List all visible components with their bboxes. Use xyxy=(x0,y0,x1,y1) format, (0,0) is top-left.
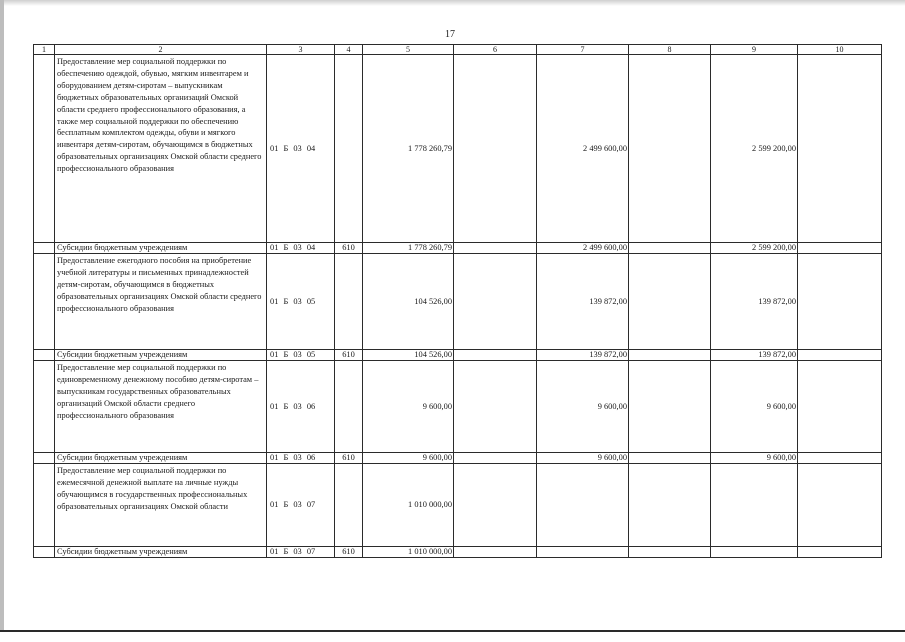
code-cell: 01 Б 03 04 xyxy=(267,55,335,243)
value-cell-col7: 9 600,00 xyxy=(537,361,629,453)
row-number-cell xyxy=(34,254,55,350)
value-cell-col10 xyxy=(798,243,882,254)
value-cell-col5: 1 778 260,79 xyxy=(363,243,454,254)
value-cell-col10 xyxy=(798,361,882,453)
value-cell-col6 xyxy=(454,453,537,464)
value-cell-col9: 9 600,00 xyxy=(711,361,798,453)
scan-edge-left xyxy=(0,0,4,640)
column-number-row xyxy=(34,45,882,55)
column-header: 9 xyxy=(711,45,798,55)
table-row xyxy=(34,243,882,254)
code-cell: 01 Б 03 06 xyxy=(267,361,335,453)
value-cell-col7: 139 872,00 xyxy=(537,254,629,350)
column-header: 1 xyxy=(34,45,55,55)
row-number-cell xyxy=(34,55,55,243)
code-cell: 01 Б 03 04 xyxy=(267,243,335,254)
value-cell-col6 xyxy=(454,464,537,547)
description-cell: Предоставление мер социальной поддержки по обеспечению одеждой, обувью, мягким инвентарем и оборудованием детям-сиротам – выпускникам бюджетных образовательных организаций Омской области среднего профессионального образования, а также мер социальной поддержки по обеспечению бесплатным комплектом одежды, обуви и мягкого инвентаря детям-сиротам, обучающимся в бюджетных образовательных организациях Омской области среднего профессионального образования xyxy=(55,55,267,243)
kvr-cell xyxy=(335,361,363,453)
code-cell: 01 Б 03 07 xyxy=(267,464,335,547)
row-number-cell xyxy=(34,464,55,547)
description-cell: Предоставление ежегодного пособия на приобретение учебной литературы и письменных принадлежностей детям-сиротам, обучающимся в бюджетных образовательных организациях Омской области среднего профессионального образования xyxy=(55,254,267,350)
kvr-cell xyxy=(335,464,363,547)
code-cell: 01 Б 03 05 xyxy=(267,254,335,350)
value-cell-col5: 9 600,00 xyxy=(363,453,454,464)
value-cell-col6 xyxy=(454,243,537,254)
value-cell-col8 xyxy=(629,361,711,453)
value-cell-col9 xyxy=(711,464,798,547)
table-row xyxy=(34,547,882,558)
kvr-cell: 610 xyxy=(335,547,363,558)
value-cell-col10 xyxy=(798,453,882,464)
code-cell: 01 Б 03 06 xyxy=(267,453,335,464)
description-cell: Субсидии бюджетным учреждениям xyxy=(55,453,267,464)
value-cell-col7: 139 872,00 xyxy=(537,350,629,361)
value-cell-col10 xyxy=(798,350,882,361)
value-cell-col8 xyxy=(629,350,711,361)
value-cell-col10 xyxy=(798,547,882,558)
value-cell-col9: 9 600,00 xyxy=(711,453,798,464)
value-cell-col10 xyxy=(798,55,882,243)
value-cell-col7 xyxy=(537,547,629,558)
value-cell-col8 xyxy=(629,243,711,254)
column-header: 3 xyxy=(267,45,335,55)
value-cell-col6 xyxy=(454,350,537,361)
table-row xyxy=(34,453,882,464)
column-header: 4 xyxy=(335,45,363,55)
value-cell-col6 xyxy=(454,361,537,453)
row-number-cell xyxy=(34,243,55,254)
description-cell: Субсидии бюджетным учреждениям xyxy=(55,350,267,361)
table-row xyxy=(34,350,882,361)
value-cell-col10 xyxy=(798,464,882,547)
value-cell-col5: 1 010 000,00 xyxy=(363,547,454,558)
code-cell: 01 Б 03 07 xyxy=(267,547,335,558)
budget-table xyxy=(33,44,882,558)
kvr-cell xyxy=(335,55,363,243)
row-number-cell xyxy=(34,547,55,558)
description-cell: Субсидии бюджетным учреждениям xyxy=(55,243,267,254)
column-header: 6 xyxy=(454,45,537,55)
table-row xyxy=(34,464,882,547)
value-cell-col7 xyxy=(537,464,629,547)
column-header: 5 xyxy=(363,45,454,55)
description-cell: Субсидии бюджетным учреждениям xyxy=(55,547,267,558)
kvr-cell: 610 xyxy=(335,350,363,361)
value-cell-col5: 104 526,00 xyxy=(363,254,454,350)
value-cell-col6 xyxy=(454,254,537,350)
value-cell-col7: 2 499 600,00 xyxy=(537,55,629,243)
value-cell-col6 xyxy=(454,547,537,558)
scan-edge-top xyxy=(0,0,905,6)
value-cell-col9: 2 599 200,00 xyxy=(711,243,798,254)
value-cell-col9: 139 872,00 xyxy=(711,350,798,361)
table-row xyxy=(34,361,882,453)
value-cell-col8 xyxy=(629,547,711,558)
column-header: 10 xyxy=(798,45,882,55)
row-number-cell xyxy=(34,361,55,453)
table-row xyxy=(34,55,882,243)
value-cell-col6 xyxy=(454,55,537,243)
value-cell-col7: 9 600,00 xyxy=(537,453,629,464)
column-header: 2 xyxy=(55,45,267,55)
description-cell: Предоставление мер социальной поддержки по единовременному денежному пособию детям-сиротам – выпускникам государственных образовательных организаций Омской области среднего профессионального образования xyxy=(55,361,267,453)
kvr-cell: 610 xyxy=(335,243,363,254)
value-cell-col5: 1 778 260,79 xyxy=(363,55,454,243)
value-cell-col9: 2 599 200,00 xyxy=(711,55,798,243)
table-row xyxy=(34,254,882,350)
value-cell-col7: 2 499 600,00 xyxy=(537,243,629,254)
value-cell-col9: 139 872,00 xyxy=(711,254,798,350)
value-cell-col8 xyxy=(629,464,711,547)
value-cell-col5: 1 010 000,00 xyxy=(363,464,454,547)
kvr-cell xyxy=(335,254,363,350)
scan-edge-bottom xyxy=(0,630,905,642)
column-header: 8 xyxy=(629,45,711,55)
value-cell-col8 xyxy=(629,55,711,243)
row-number-cell xyxy=(34,350,55,361)
row-number-cell xyxy=(34,453,55,464)
code-cell: 01 Б 03 05 xyxy=(267,350,335,361)
value-cell-col9 xyxy=(711,547,798,558)
value-cell-col5: 104 526,00 xyxy=(363,350,454,361)
value-cell-col5: 9 600,00 xyxy=(363,361,454,453)
table-body xyxy=(34,45,882,558)
kvr-cell: 610 xyxy=(335,453,363,464)
value-cell-col8 xyxy=(629,453,711,464)
description-cell: Предоставление мер социальной поддержки по ежемесячной денежной выплате на личные нужды обучающимся в государственных профессиональных образовательных организациях Омской области xyxy=(55,464,267,547)
column-header: 7 xyxy=(537,45,629,55)
page-number: 17 xyxy=(445,29,455,40)
value-cell-col10 xyxy=(798,254,882,350)
value-cell-col8 xyxy=(629,254,711,350)
